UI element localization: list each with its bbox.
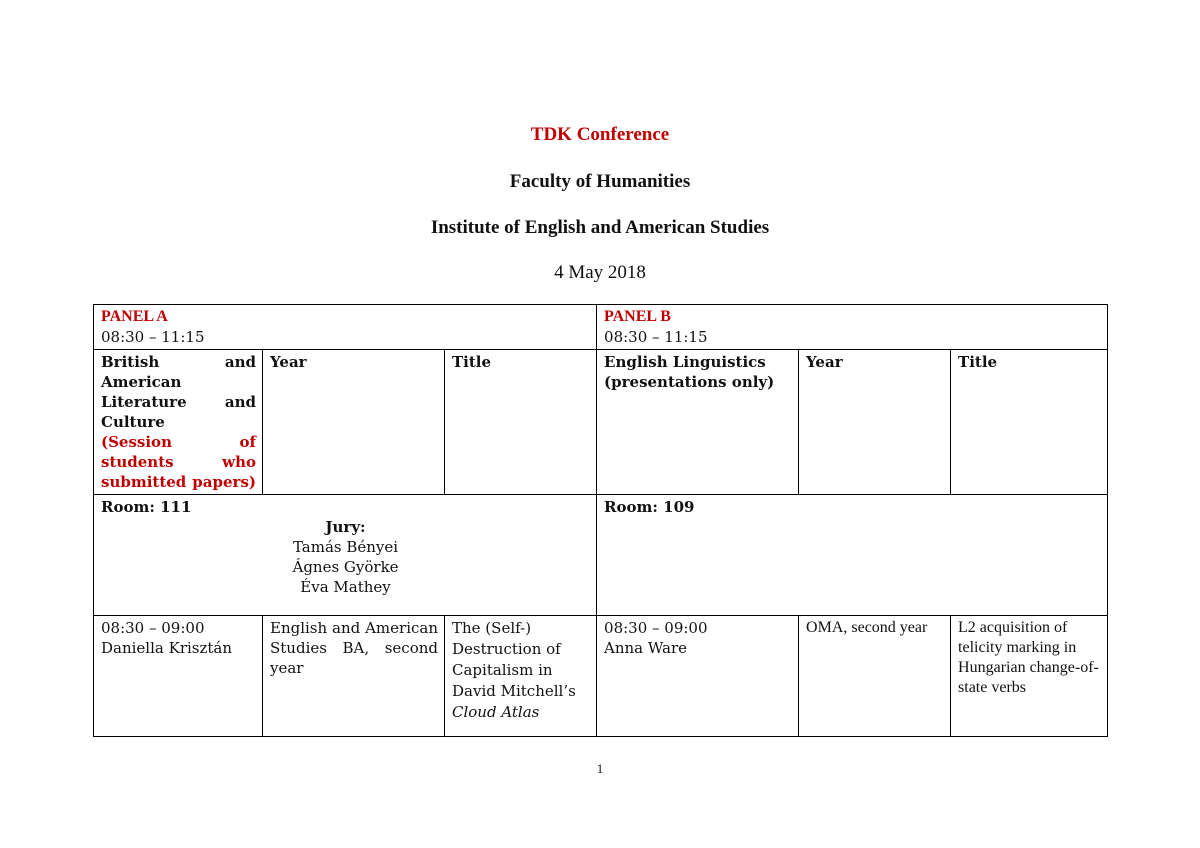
panel-b-title-label: Title bbox=[958, 353, 998, 371]
panel-b-section-cell bbox=[597, 350, 799, 495]
panel-a-room: Room: 111 bbox=[101, 498, 192, 516]
panel-b-room-cell bbox=[597, 495, 1108, 616]
panel-a-section-cell bbox=[94, 350, 263, 495]
panel-b-slot-year: OMA, second year bbox=[806, 619, 928, 636]
jury-member: Tamás Bényei bbox=[292, 538, 399, 556]
panel-b-slot-title-cell bbox=[951, 616, 1108, 737]
panel-b-slot-title: L2 acquisition of telicity marking in Hungarian change-of-state verbs bbox=[958, 619, 1099, 696]
date-heading: 4 May 2018 bbox=[554, 262, 646, 283]
panel-b-title-header bbox=[951, 350, 1108, 495]
jury-member: Ágnes Györke bbox=[292, 558, 399, 576]
panel-b-time: 08:30 – 11:15 bbox=[604, 328, 708, 346]
panel-a-label: PANEL A bbox=[101, 308, 168, 325]
panel-a-year-header bbox=[263, 350, 445, 495]
jury-block bbox=[101, 517, 590, 597]
panel-a-slot-title: The (Self-) Destruction of Capitalism in David Mitchell’s bbox=[452, 619, 576, 700]
panel-b-label: PANEL B bbox=[604, 308, 671, 325]
panel-b-slot-year-cell bbox=[799, 616, 951, 737]
panel-a-year-label: Year bbox=[270, 353, 307, 371]
panel-a-title-header bbox=[445, 350, 597, 495]
panel-a-slot-title-italic: Cloud Atlas bbox=[452, 703, 540, 721]
panel-a-header bbox=[94, 305, 597, 350]
panel-b-slot-time: 08:30 – 09:00 bbox=[604, 619, 708, 637]
panel-a-slot-title-cell bbox=[445, 616, 597, 737]
panel-a-section-title: British and American Literature and Culture bbox=[101, 353, 256, 431]
panel-a-presenter: Daniella Krisztán bbox=[101, 639, 233, 657]
jury-label: Jury: bbox=[325, 518, 366, 536]
schedule-table bbox=[93, 304, 1108, 737]
panel-a-section-note: (Session of students who submitted papers) bbox=[101, 433, 256, 491]
panel-b-room: Room: 109 bbox=[604, 498, 695, 516]
panel-a-slot-year: English and American Studies BA, second year bbox=[270, 619, 438, 677]
panel-a-slot-time: 08:30 – 09:00 bbox=[101, 619, 205, 637]
conference-title: TDK Conference bbox=[530, 124, 670, 145]
slot-row bbox=[94, 616, 1108, 737]
panel-b-presenter: Anna Ware bbox=[604, 639, 687, 657]
panel-b-year-header bbox=[799, 350, 951, 495]
panel-b-year-label: Year bbox=[806, 353, 843, 371]
panel-a-time: 08:30 – 11:15 bbox=[101, 328, 205, 346]
panel-b-header bbox=[597, 305, 1108, 350]
room-row bbox=[94, 495, 1108, 616]
faculty-heading: Faculty of Humanities bbox=[509, 171, 691, 192]
jury-member: Éva Mathey bbox=[300, 578, 391, 596]
panel-a-slot-time-cell bbox=[94, 616, 263, 737]
page-number: 1 bbox=[596, 761, 604, 776]
panel-a-title-label: Title bbox=[452, 353, 492, 371]
panel-b-slot-time-cell bbox=[597, 616, 799, 737]
column-header-row bbox=[94, 350, 1108, 495]
panel-b-section-title: English Linguistics (presentations only) bbox=[604, 353, 775, 391]
panel-a-slot-year-cell bbox=[263, 616, 445, 737]
panel-a-room-cell bbox=[94, 495, 597, 616]
panel-row bbox=[94, 305, 1108, 350]
institute-heading: Institute of English and American Studies bbox=[430, 217, 770, 238]
